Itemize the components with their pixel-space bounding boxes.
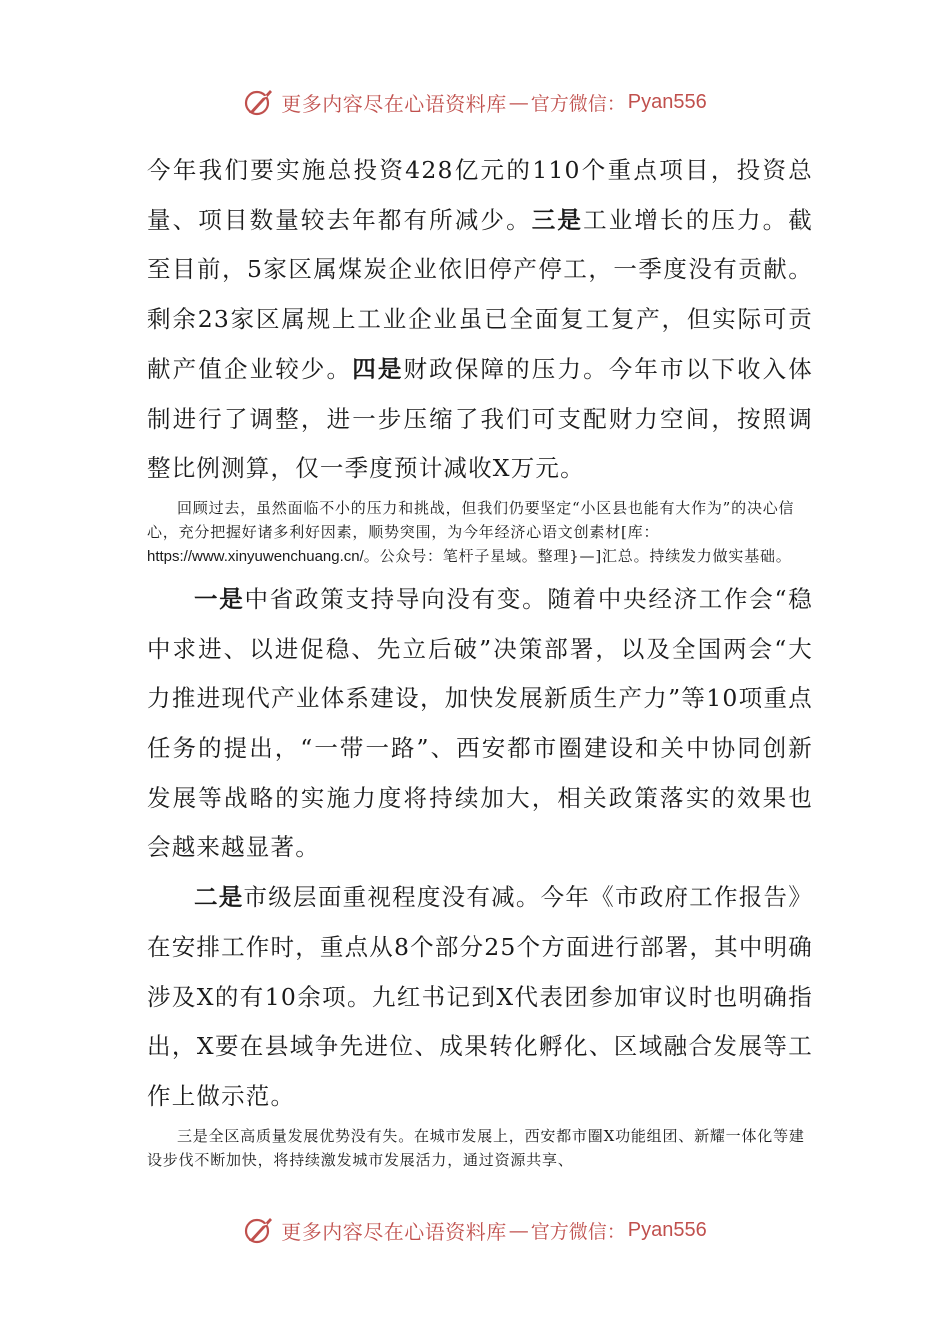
header-wechat-id: Pyan556 <box>627 90 707 113</box>
paragraph-pressures: 今年我们要实施总投资428亿元的110个重点项目，投资总量、项目数量较去年都有所减少。三是工业增长的压力。截至目前，5家区属煤炭企业依旧停产停工，一季度没有贡献。剩余23家区属规上工业企业虽已全面复工复产，但实际可贡献产值企业较少。四是财政保障的压力。今年市以下收入体制进行了调整，进一步压缩了我们可支配财力空间，按照调整比例测算，仅一季度预计减收X万元。 <box>147 156 814 483</box>
quill-pen-logo-icon <box>243 86 275 118</box>
header-separator: — <box>508 90 529 114</box>
note-review: 回顾过去，虽然面临不小的压力和挑战，但我们仍要坚定“小区县也能有大作为”的决心信心，充分把握好诸多利好因素，顺势突围，为今年经济心语文创素材[库：https://www.xinyuwenchuang.cn/。公众号：笔杆子星域。整理}—]汇总。持续发力做实基础。 <box>147 498 795 565</box>
emphasis-four: 四是 <box>352 354 404 383</box>
paragraph-second: 二是市级层面重视程度没有减。今年《市政府工作报告》在安排工作时，重点从8个部分25个方面进行部署，其中明确涉及X的有10余项。九红书记到X代表团参加审议时也明确指出，X要在县域争先进位、成果转化孵化、区域融合发展等工作上做示范。 <box>147 883 813 1110</box>
emphasis-first: 一是 <box>194 584 245 613</box>
emphasis-three: 三是 <box>531 205 584 234</box>
footer-wechat-id: Pyan556 <box>627 1218 707 1241</box>
paragraph-first: 一是中省政策支持导向没有变。随着中央经济工作会“稳中求进、以进促稳、先立后破”决策部署，以及全国两会“大力推进现代产业体系建设，加快发展新质生产力”等10项重点任务的提出，“一带一路”、西安都市圈建设和关中协同创新发展等战略的实施力度将持续加大，相关政策落实的效果也会越来越显著。 <box>147 584 813 862</box>
header-brand: 更多内容尽在心语资料库 <box>281 91 507 116</box>
header-wechat-label: 官方微信： <box>530 92 626 115</box>
footer-banner <box>0 1210 950 1250</box>
document-body <box>147 146 813 1178</box>
source-link[interactable]: https://www.xinyuwenchuang.cn/ <box>147 547 364 565</box>
header-banner <box>0 82 950 122</box>
note-third: 三是全区高质量发展优势没有失。在城市发展上，西安都市圈X功能组团、新耀一体化等建设步伐不断加快，将持续激发城市发展活力，通过资源共享、 <box>147 1126 805 1169</box>
emphasis-second: 二是 <box>194 883 244 912</box>
quill-pen-logo-icon <box>243 1214 275 1246</box>
footer-wechat-label: 官方微信： <box>530 1220 626 1243</box>
footer-separator: — <box>508 1218 529 1242</box>
footer-brand: 更多内容尽在心语资料库 <box>281 1219 507 1244</box>
